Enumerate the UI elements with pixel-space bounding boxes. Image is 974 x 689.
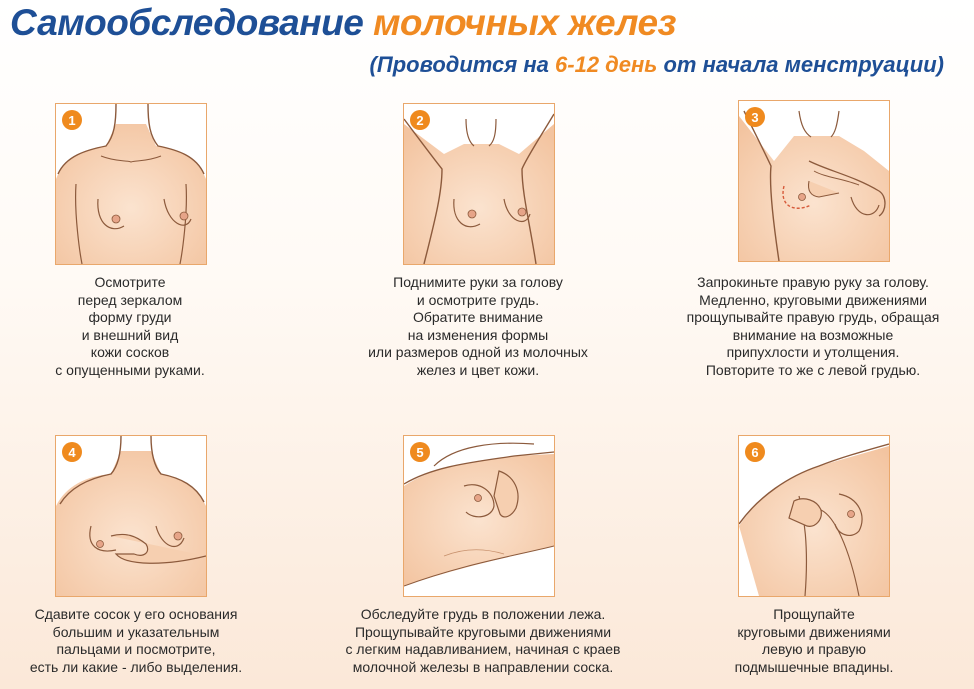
caption-line: припухлости и утолщения. [726,344,900,360]
step-1-caption [30,274,230,379]
caption-line: круговыми движениями [737,623,891,640]
caption-line: Поднимите руки за голову [393,274,563,290]
caption-line: с легким надавливанием, начиная с краев [345,641,621,657]
caption-line: молочной железы в направлении соска. [352,658,614,675]
page-title [10,2,676,44]
title-main: Самообследование [10,2,364,43]
lying-palpation-drawing [404,436,554,596]
caption-line: левую и правую [762,641,866,657]
step-4-badge: 4 [62,442,82,462]
caption-line: внимание на возможные [732,326,894,343]
caption-line: перед зеркалом [77,291,183,308]
page-subtitle [370,52,944,78]
caption-line: с опущенными руками. [55,361,205,378]
step-2-badge: 2 [410,110,430,130]
caption-line: желез и цвет кожи. [416,361,540,378]
step-3-caption [652,274,974,379]
subtitle-after: от начала менструации) [663,52,944,77]
caption-line: Прощупайте [773,606,855,622]
step-5-illustration [403,435,555,597]
step-5-badge: 5 [410,442,430,462]
step-4-caption [0,606,272,676]
caption-line: кожи сосков [90,344,170,360]
caption-line: подмышечные впадины. [734,658,894,675]
caption-line: или размеров одной из молочных [368,344,588,360]
step-6-caption [694,606,934,676]
caption-line: Сдавите сосок у его основания [34,606,238,622]
title-accent: молочных желез [373,2,676,43]
step-6-badge: 6 [745,442,765,462]
caption-line: есть ли какие - либо выделения. [29,658,243,675]
caption-line: Обратите внимание [412,309,544,325]
caption-line: Медленно, круговыми движениями [699,291,927,308]
caption-line: Осмотрите [94,274,166,290]
caption-line: Запрокиньте правую руку за голову. [697,274,929,290]
step-6-illustration [738,435,890,597]
step-1-badge: 1 [62,110,82,130]
caption-line: и осмотрите грудь. [416,291,540,308]
caption-line: большим и указательным [52,623,220,640]
torso-arms-down-drawing [56,104,206,264]
armpit-palpation-drawing [739,436,889,596]
caption-line: Повторите то же с левой грудью. [705,361,921,378]
caption-line: и внешний вид [81,326,179,343]
step-3-illustration [738,100,890,262]
subtitle-before: (Проводится на [369,52,549,77]
step-3-badge: 3 [745,107,765,127]
caption-line: на изменения формы [407,326,549,343]
caption-line: форму груди [88,309,172,325]
caption-line: Прощупывайте круговыми движениями [354,623,612,640]
step-1-illustration [55,103,207,265]
nipple-squeeze-drawing [56,436,206,596]
subtitle-accent: 6-12 день [555,52,658,77]
caption-line: пальцами и посмотрите, [56,641,216,657]
step-5-caption [320,606,646,676]
step-2-illustration [403,103,555,265]
torso-arms-raised-drawing [404,104,554,264]
step-4-illustration [55,435,207,597]
caption-line: прощупывайте правую грудь, обращая [686,309,940,325]
torso-palpation-drawing [739,101,889,261]
step-2-caption [330,274,626,379]
caption-line: Обследуйте грудь в положении лежа. [360,606,606,622]
